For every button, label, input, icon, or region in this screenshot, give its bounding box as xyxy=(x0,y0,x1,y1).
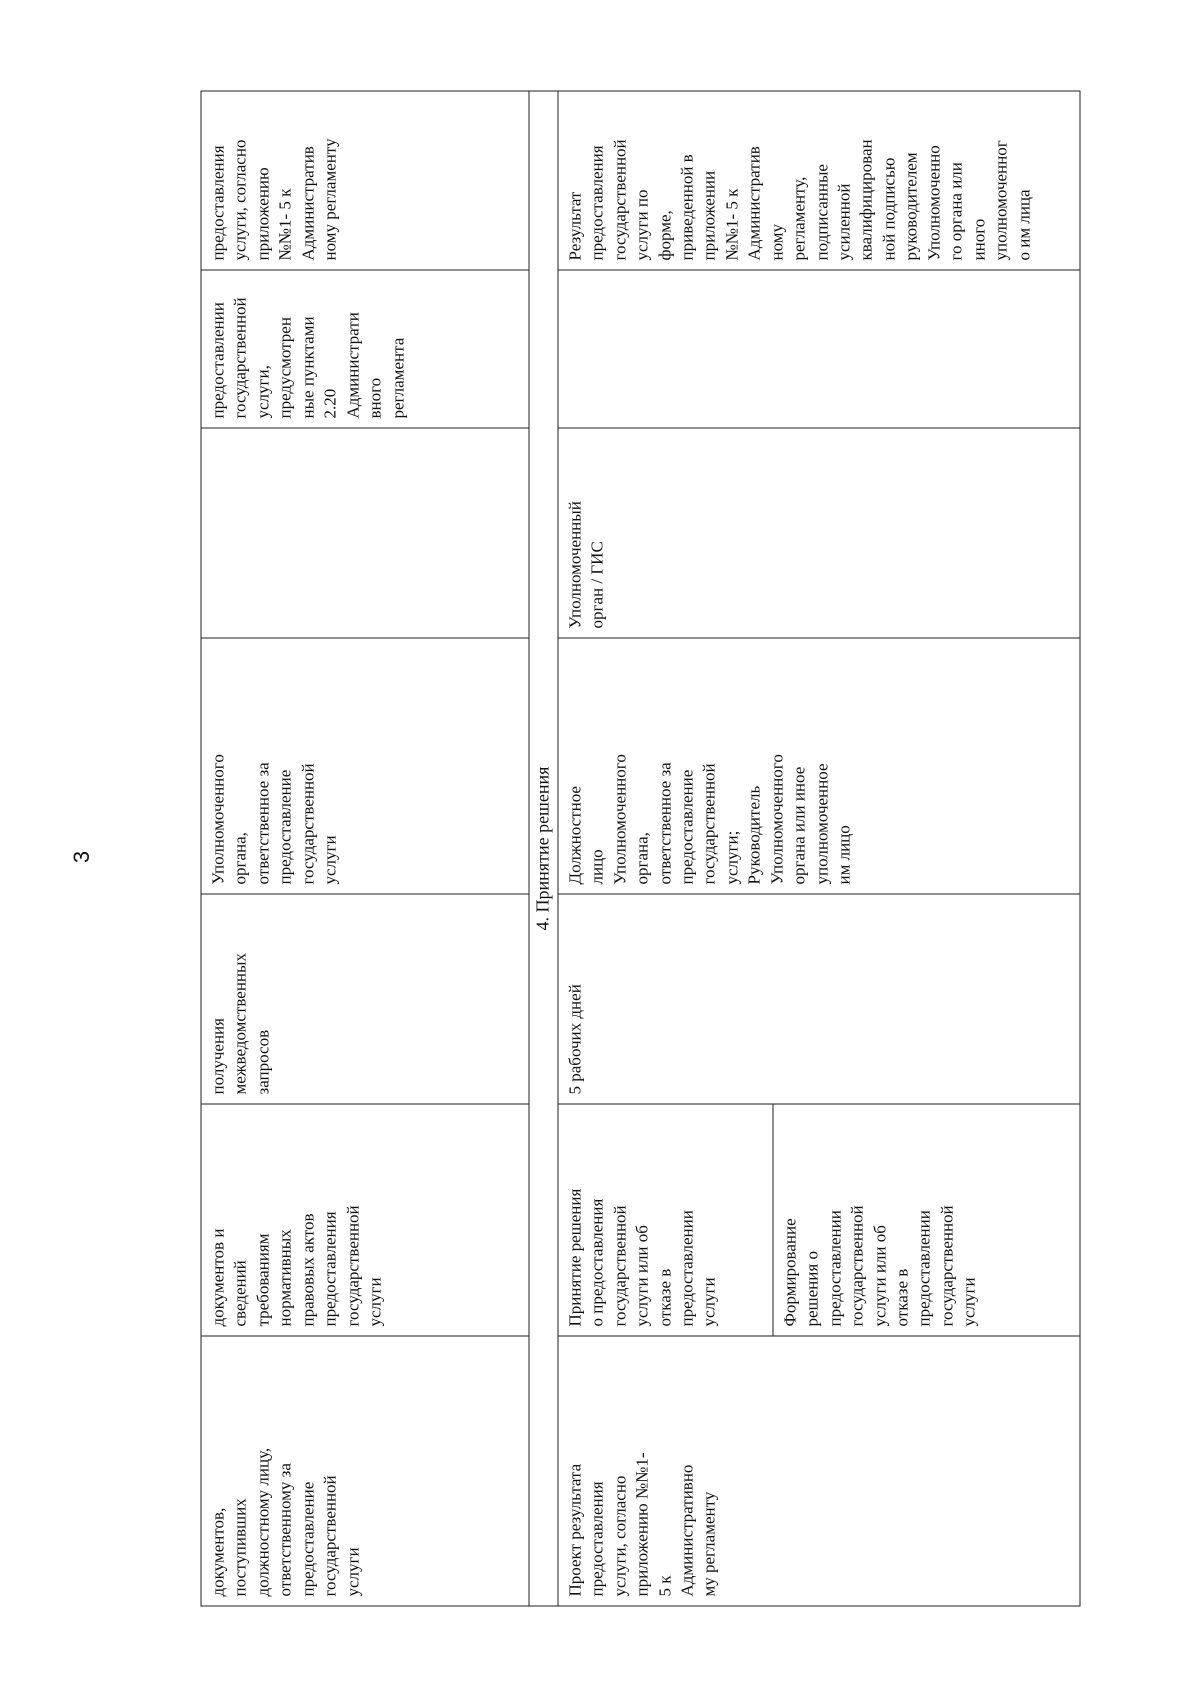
page-number: 3 xyxy=(69,850,94,864)
section-row xyxy=(529,91,558,1606)
term-cell: 5 рабочих дней xyxy=(557,894,1079,1104)
responsible-cell: Уполномоченного органа, ответственное за предоставление государственной услуги xyxy=(201,638,529,894)
table-row xyxy=(557,91,772,1606)
procedure-cell: Формирование решения о предоставлении государственной услуги или об отказе в предоставлении государственной услуги xyxy=(772,1104,1079,1336)
procedure-table-sheet xyxy=(200,92,1080,1607)
result-cell: документов, поступивших должностному лицу, ответственному за предоставление государственной услуги xyxy=(201,1336,529,1606)
outcome-cell: предоставления услуги, согласно приложению №№1- 5 к Административ ному регламенту xyxy=(201,91,529,270)
responsible-cell: Должностное лицо Уполномоченного органа, ответственное за предоставление государственной услуги; Руководитель Уполномоченного органа или иное уполномоченное им лицо xyxy=(557,638,1079,894)
criteria-cell: предоставлении государственной услуги, предусмотрен ные пунктами 2.20 Администрати вного регламента xyxy=(201,270,529,428)
place-cell: Уполномоченный орган / ГИС xyxy=(557,428,1079,638)
procedure-cell: документов и сведений требованиям нормативных правовых актов предоставления государственной услуги xyxy=(201,1104,529,1336)
section-title: 4. Принятие решения xyxy=(529,91,558,1606)
outcome-cell: Результат предоставления государственной услуги по форме, приведенной в приложении №№1- 5 к Административ ному регламенту, подписанные усиленной квалифицирован ной подписью руководителем Уполномоченно го органа или иного уполномоченног о им лица xyxy=(557,91,1079,270)
procedure-table xyxy=(200,91,1080,1607)
procedure-cell: Принятие решения о предоставления государственной услуги или об отказе в предоставлении услуги xyxy=(557,1104,772,1336)
result-cell: Проект результата предоставления услуги, согласно приложению №№1- 5 к Административно му регламенту xyxy=(557,1336,1079,1606)
table-row xyxy=(201,91,529,1606)
criteria-cell xyxy=(557,270,1079,428)
term-cell: получения межведомственных запросов xyxy=(201,894,529,1104)
place-cell xyxy=(201,428,529,638)
